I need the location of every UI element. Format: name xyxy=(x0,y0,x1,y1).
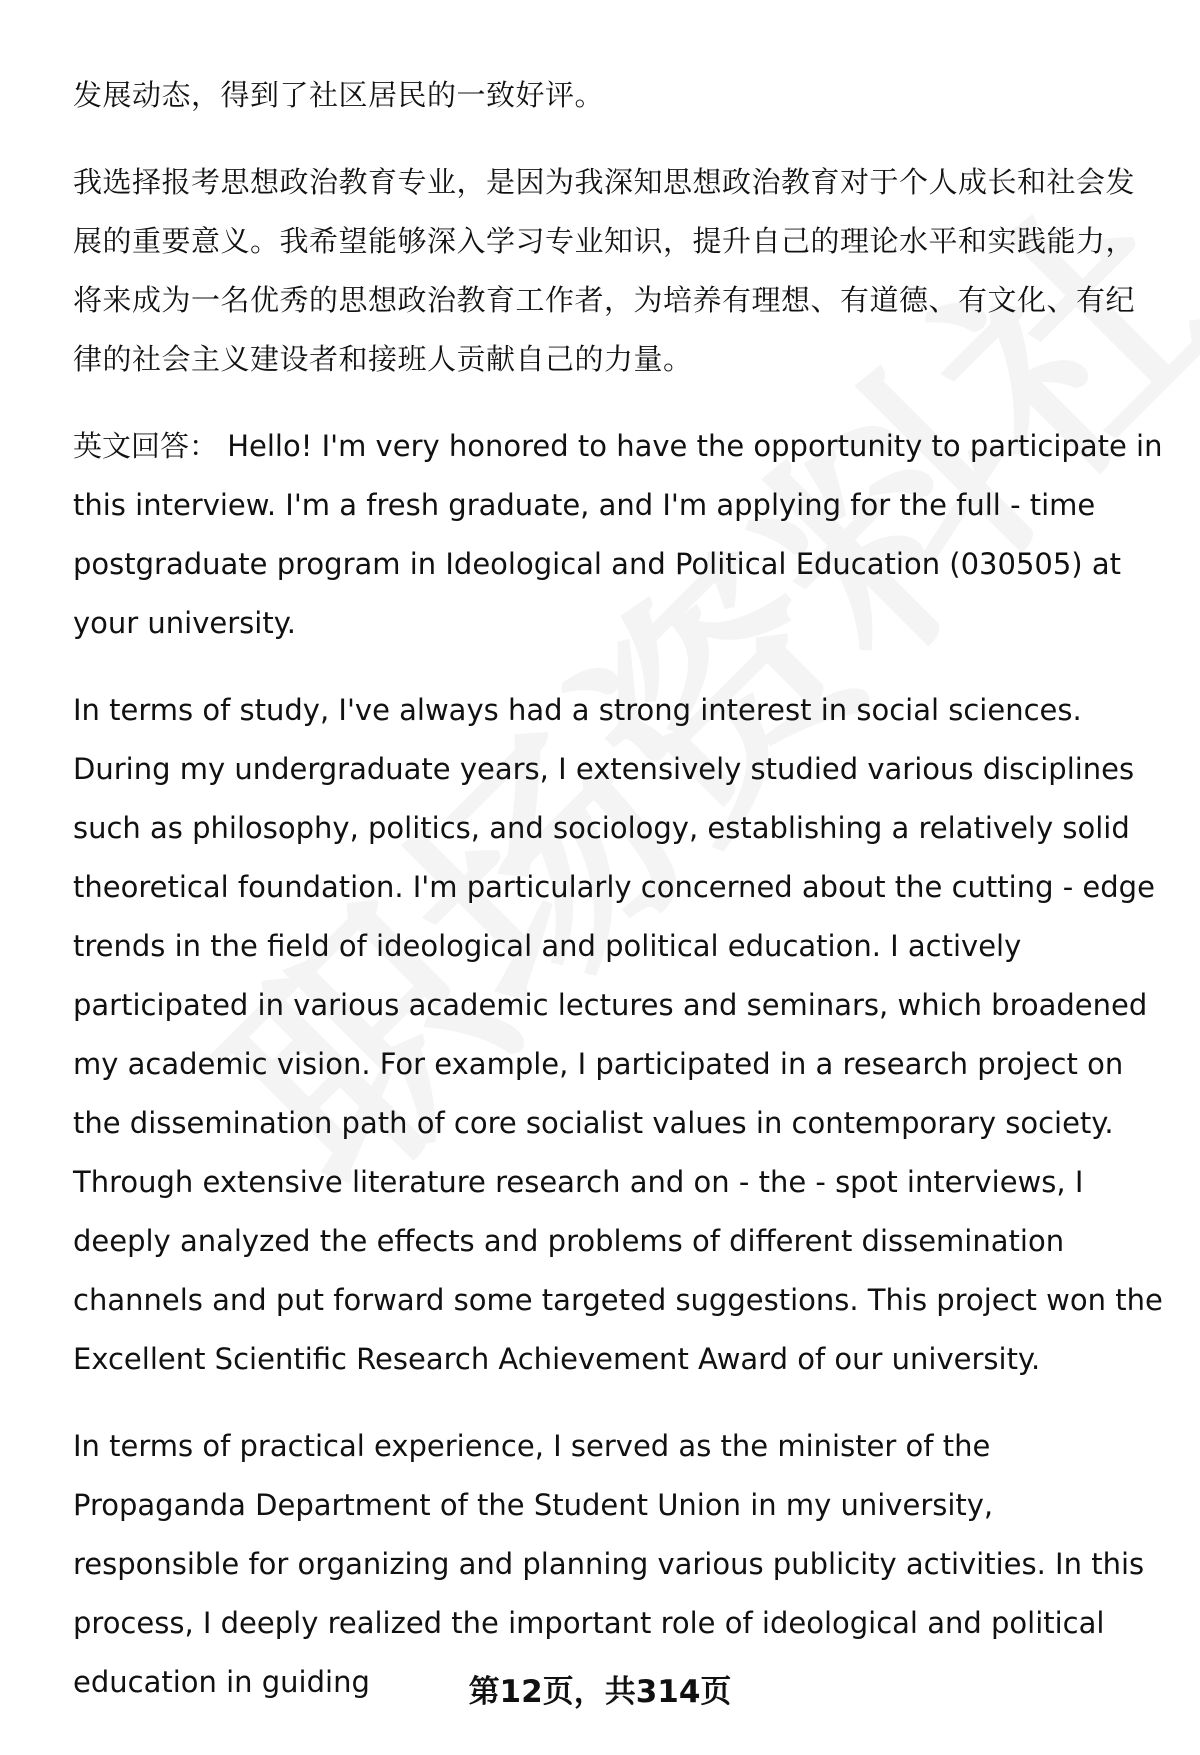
document-body xyxy=(73,66,1163,1740)
paragraph-3: 英文回答： Hello! I'm very honored to have the opportunity to participate in this interview. I'm a fresh graduate, and I'm applying for the full - time postgraduate program in Ideological and Political Education (030505) at your university. xyxy=(73,429,1163,640)
paragraph-4: In terms of study, I've always had a strong interest in social sciences. During my undergraduate years, I extensively studied various disciplines such as philosophy, politics, and sociology, establishing a relatively solid theoretical foundation. I'm particularly concerned about the cutting - edge trends in the field of ideological and political education. I actively participated in various academic lectures and seminars, which broadened my academic vision. For example, I participated in a research project on the dissemination path of core socialist values in contemporary society. Through extensive literature research and on - the - spot interviews, I deeply analyzed the effects and problems of different dissemination channels and put forward some targeted suggestions. This project won the Excellent Scientific Research Achievement Award of our university. xyxy=(73,693,1163,1376)
page-number: 第12页，共314页 xyxy=(468,1674,732,1710)
paragraph-5: In terms of practical experience, I served as the minister of the Propaganda Department of the Student Union in my university, responsible for organizing and planning various publicity activities. In this process, I deeply realized the important role of ideological and political education in guiding xyxy=(73,1429,1145,1699)
paragraph-2: 我选择报考思想政治教育专业，是因为我深知思想政治教育对于个人成长和社会发展的重要意义。我希望能够深入学习专业知识，提升自己的理论水平和实践能力，将来成为一名优秀的思想政治教育工作者，为培养有理想、有道德、有文化、有纪律的社会主义建设者和接班人贡献自己的力量。 xyxy=(73,165,1136,376)
paragraph-1: 发展动态，得到了社区居民的一致好评。 xyxy=(73,78,605,112)
